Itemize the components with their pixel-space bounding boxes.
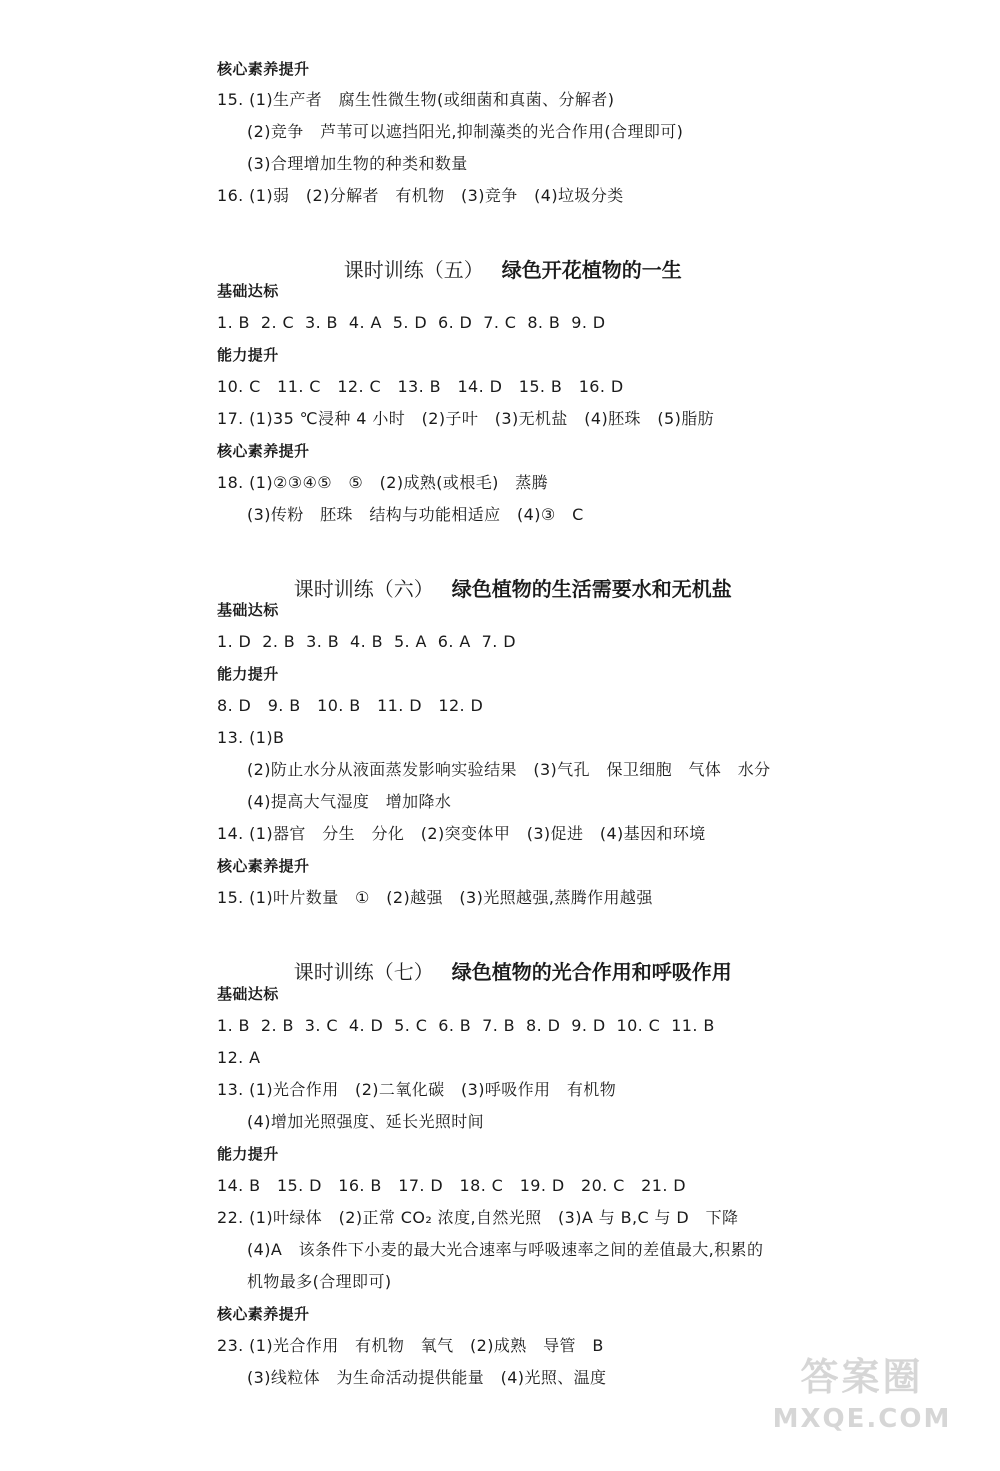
answer-line: 18. (1)②③④⑤ ⑤ (2)成熟(或根毛) 蒸腾 [217,473,549,492]
answer-line: 13. (1)光合作用 (2)二氧化碳 (3)呼吸作用 有机物 [217,1080,617,1099]
lesson-title [0,550,1000,628]
ability-heading: 能力提升 [217,1145,279,1163]
answer-line: 22. (1)叶绿体 (2)正常 CO₂ 浓度,自然光照 (3)A 与 B,C 与 D 下降 [217,1208,739,1227]
answer-line: (2)竞争 芦苇可以遮挡阳光,抑制藻类的光合作用(合理即可) [247,122,684,141]
answer-line: (3)合理增加生物的种类和数量 [247,154,468,173]
lesson-topic: 绿色植物的生活需要水和无机盐 [451,577,732,601]
core-literacy-heading: 核心素养提升 [217,857,310,875]
ability-heading: 能力提升 [217,346,279,364]
answer-line: 15. (1)生产者 腐生性微生物(或细菌和真菌、分解者) [217,90,615,109]
lesson-title [0,933,1000,1011]
answer-line: 13. (1)B [217,728,285,747]
core-literacy-heading: 核心素养提升 [217,1305,310,1323]
lesson-number: 课时训练（六） [293,577,434,601]
answer-line: 14. (1)器官 分生 分化 (2)突变体甲 (3)促进 (4)基因和环境 [217,824,706,843]
answer-line: (4)增加光照强度、延长光照时间 [247,1112,485,1131]
answer-line: (3)传粉 胚珠 结构与功能相适应 (4)③ C [247,505,584,524]
answer-line: 1. B 2. B 3. C 4. D 5. C 6. B 7. B 8. D 9. D 10. C 11. B [217,1016,715,1035]
answer-line: (2)防止水分从液面蒸发影响实验结果 (3)气孔 保卫细胞 气体 水分 [247,760,771,779]
answer-line: 1. D 2. B 3. B 4. B 5. A 6. A 7. D [217,632,516,651]
answer-line: 10. C 11. C 12. C 13. B 14. D 15. B 16. D [217,377,624,396]
lesson-number: 课时训练（七） [293,960,434,984]
answer-line: (3)线粒体 为生命活动提供能量 (4)光照、温度 [247,1368,607,1387]
site-watermark [742,1351,982,1461]
answer-line: 机物最多(合理即可) [247,1272,392,1291]
answer-line: 12. A [217,1048,261,1067]
answer-line: (4)提高大气湿度 增加降水 [247,792,452,811]
core-literacy-heading: 核心素养提升 [217,60,310,78]
answer-line: 16. (1)弱 (2)分解者 有机物 (3)竞争 (4)垃圾分类 [217,186,624,205]
answer-line: 8. D 9. B 10. B 11. D 12. D [217,696,484,715]
answer-line: 14. B 15. D 16. B 17. D 18. C 19. D 20. C 21. D [217,1176,687,1195]
answer-line: 1. B 2. C 3. B 4. A 5. D 6. D 7. C 8. B 9. D [217,313,606,332]
ability-heading: 能力提升 [217,665,279,683]
basic-heading: 基础达标 [217,282,279,300]
watermark-logo-text: 答案圈 [800,1355,924,1399]
answer-line: 15. (1)叶片数量 ① (2)越强 (3)光照越强,蒸腾作用越强 [217,888,653,907]
basic-heading: 基础达标 [217,601,279,619]
core-literacy-heading: 核心素养提升 [217,442,310,460]
lesson-number: 课时训练（五） [343,258,484,282]
answer-line: 23. (1)光合作用 有机物 氧气 (2)成熟 导管 B [217,1336,604,1355]
watermark-url: MXQE.COM [772,1404,952,1434]
lesson-topic: 绿色开花植物的一生 [501,258,682,282]
answer-line: 17. (1)35 ℃浸种 4 小时 (2)子叶 (3)无机盐 (4)胚珠 (5)脂肪 [217,409,715,428]
basic-heading: 基础达标 [217,985,279,1003]
lesson-title [0,231,1000,309]
answer-line: (4)A 该条件下小麦的最大光合速率与呼吸速率之间的差值最大,积累的 [247,1240,764,1259]
lesson-topic: 绿色植物的光合作用和呼吸作用 [451,960,732,984]
